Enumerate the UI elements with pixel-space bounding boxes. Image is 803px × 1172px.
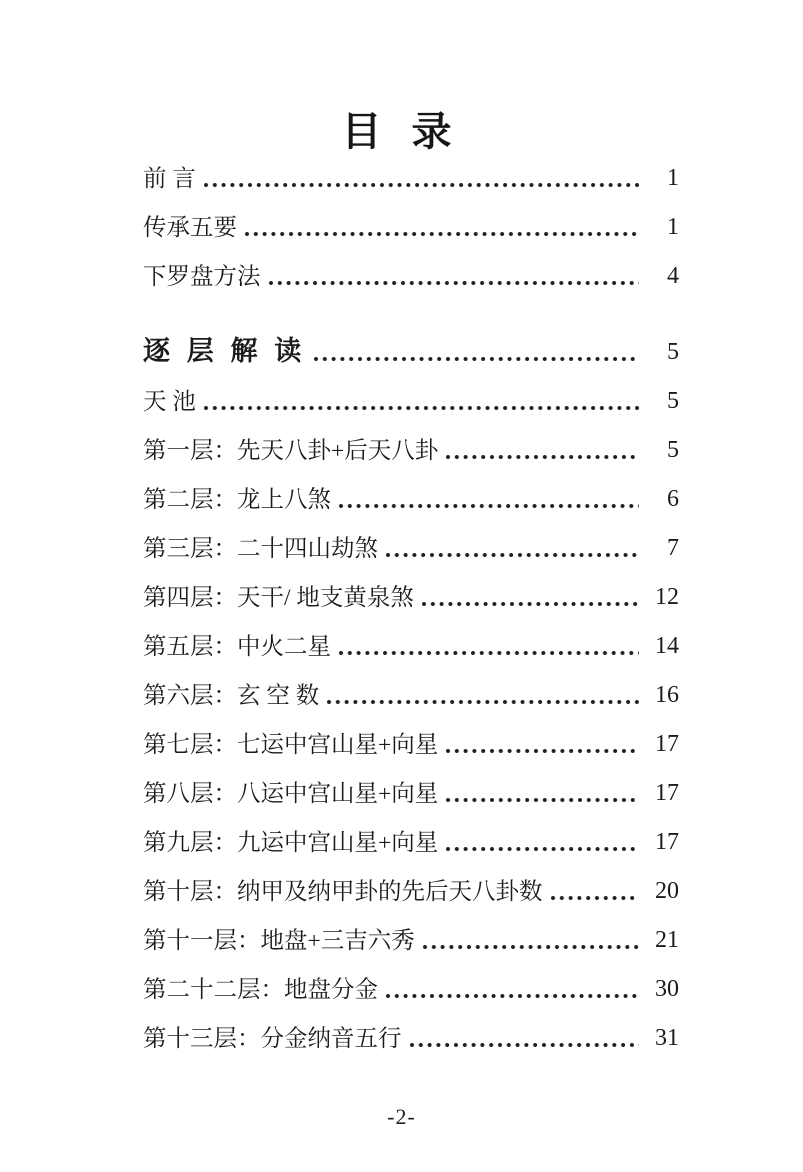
toc-entry-label: 第二层：龙上八煞 — [143, 486, 331, 513]
toc-entry-label: 逐 层 解 读 — [143, 335, 307, 366]
dot-leader — [445, 845, 639, 853]
toc-entry-page: 5 — [667, 437, 679, 464]
dot-leader — [422, 943, 639, 951]
toc-entry-label: 第三层：二十四山劫煞 — [143, 535, 378, 562]
toc-entry — [143, 582, 679, 612]
dot-leader — [445, 453, 639, 461]
toc-entry-page: 5 — [667, 339, 679, 366]
toc-entry-page: 5 — [667, 388, 679, 415]
dot-leader — [409, 1041, 640, 1049]
dot-leader — [445, 796, 639, 804]
dot-leader — [421, 600, 639, 608]
toc-entry-page: 20 — [655, 878, 679, 905]
toc-entry-label: 第五层：中火二星 — [143, 633, 331, 660]
toc-entry-page: 7 — [667, 535, 679, 562]
toc-entry — [143, 533, 679, 563]
dot-leader — [445, 747, 639, 755]
toc-entry — [143, 631, 679, 661]
toc-entry — [143, 163, 679, 193]
dot-leader — [203, 181, 639, 189]
toc-entry-page: 1 — [667, 165, 679, 192]
toc-entry-label: 第十三层：分金纳音五行 — [143, 1025, 402, 1052]
toc-entry — [143, 876, 679, 906]
toc-entry — [143, 484, 679, 514]
toc-entry-label: 前 言 — [143, 165, 196, 192]
toc-entry — [143, 337, 679, 367]
toc-entry-label: 第四层：天干/ 地支黄泉煞 — [143, 584, 414, 611]
dot-leader — [385, 551, 639, 559]
toc-entry — [143, 729, 679, 759]
toc-entry-label: 第七层：七运中宫山星+向星 — [143, 731, 439, 758]
toc-entry-page: 21 — [655, 927, 679, 954]
dot-leader — [338, 649, 639, 657]
toc-entry-page: 17 — [655, 780, 679, 807]
toc-entry — [143, 212, 679, 242]
toc-entry-page: 30 — [655, 976, 679, 1003]
dot-leader — [338, 502, 639, 510]
toc-entry — [143, 827, 679, 857]
toc-entry-page: 6 — [667, 486, 679, 513]
toc-entry — [143, 778, 679, 808]
toc-entry-page: 4 — [667, 263, 679, 290]
toc-entry — [143, 261, 679, 291]
toc-entry — [143, 386, 679, 416]
toc-entry-label: 天 池 — [143, 388, 196, 415]
toc-entry-label: 第九层：九运中宫山星+向星 — [143, 829, 439, 856]
toc-entry-label: 第一层：先天八卦+后天八卦 — [143, 437, 439, 464]
page-number-footer: -2- — [387, 1104, 416, 1129]
toc-list — [143, 163, 679, 1072]
toc-entry-page: 12 — [655, 584, 679, 611]
toc-entry — [143, 435, 679, 465]
toc-entry-page: 14 — [655, 633, 679, 660]
page-title: 目 录 — [341, 109, 462, 154]
toc-entry-label: 下罗盘方法 — [143, 263, 261, 290]
toc-entry-label: 第二十二层：地盘分金 — [143, 976, 378, 1003]
toc-entry — [143, 680, 679, 710]
dot-leader — [244, 230, 639, 238]
toc-entry-page: 17 — [655, 829, 679, 856]
dot-leader — [550, 894, 640, 902]
dot-leader — [203, 404, 639, 412]
toc-entry-label: 第六层：玄 空 数 — [143, 682, 320, 709]
toc-entry-page: 31 — [655, 1025, 679, 1052]
toc-entry-label: 第十层：纳甲及纳甲卦的先后天八卦数 — [143, 878, 543, 905]
toc-entry — [143, 974, 679, 1004]
dot-leader — [313, 355, 639, 363]
toc-entry-label: 传承五要 — [143, 214, 237, 241]
toc-entry-label: 第八层：八运中宫山星+向星 — [143, 780, 439, 807]
toc-entry-page: 16 — [655, 682, 679, 709]
toc-entry — [143, 1023, 679, 1053]
toc-entry-label: 第十一层：地盘+三吉六秀 — [143, 927, 415, 954]
toc-entry-page: 17 — [655, 731, 679, 758]
dot-leader — [326, 698, 639, 706]
toc-entry-page: 1 — [667, 214, 679, 241]
toc-entry — [143, 925, 679, 955]
dot-leader — [268, 279, 640, 287]
dot-leader — [385, 992, 639, 1000]
